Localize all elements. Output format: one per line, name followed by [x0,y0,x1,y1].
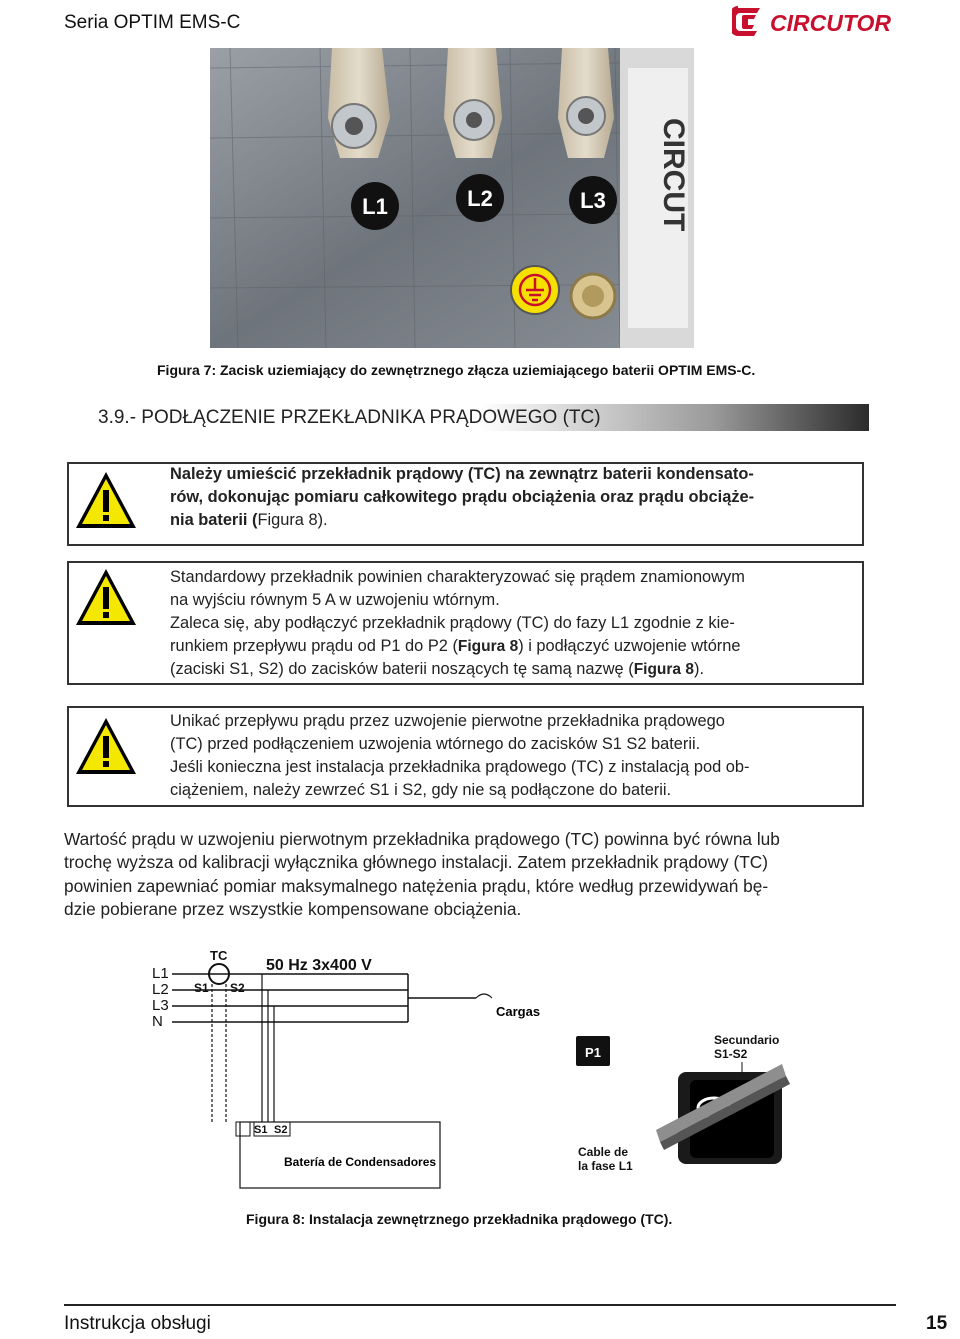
diagram-bank-s2: S2 [274,1124,288,1136]
diagram-cable-label-2: la fase L1 [578,1159,633,1173]
diagram-phase-n: N [152,1013,163,1030]
footer-manual-title: Instrukcja obsługi [64,1313,211,1334]
diagram-phase-l3: L3 [152,997,169,1014]
warning-text-3: Unikać przepływu prądu przez uzwojenie pierwotne przekładnika prądowego (TC) przed podłączeniem uzwojenia wtórnego do zacisków S1 S2 baterii. Jeśli konieczna jest instalacja przekładnika prądowego (TC) z instalacją pod ob- ciążeniem, należy zewrzeć S1 i S2, gdy nie są podłączone do baterii. [170,712,750,799]
tc-installation-diagram [146,944,846,1196]
diagram-tc-s1: S1 [194,981,209,995]
section-title: - PODŁĄCZENIE PRZEKŁADNIKA PRĄDOWEGO (TC) [129,407,601,428]
diagram-tc-label: TC [210,948,228,963]
diagram-phase-l2: L2 [152,981,169,998]
terminal-photo [210,48,694,348]
photo-label-l1: L1 [362,194,388,219]
diagram-secondary-label-2: S1-S2 [714,1047,748,1061]
diagram-cable-label-1: Cable de [578,1145,629,1159]
header-series-title: Seria OPTIM EMS-C [64,12,241,33]
diagram-supply-label: 50 Hz 3x400 V [266,957,372,974]
section-heading [98,407,601,429]
diagram-secondary-label-1: Secundario [714,1033,780,1047]
figure-7-caption: Figura 7: Zacisk uziemiający do zewnętrznego złącza uziemiającego baterii OPTIM EMS-C. [157,362,756,378]
diagram-bank-label: Batería de Condensadores [284,1155,437,1169]
body-paragraph: Wartość prądu w uzwojeniu pierwotnym przekładnika prądowego (TC) powinna być równa lub trochę wyższa od kalibracji wyłącznika głównego instalacji. Zatem przekładnik prądowy (TC) powinien zapewniać pomiar maksymalnego natężenia prądu, które według przewidywań bę- dzie pobierane przez wszystkie kompensowane obciążenia. [64,829,780,920]
page-number: 15 [926,1313,948,1334]
diagram-p1-label: P1 [585,1045,601,1060]
warning-triangle-icon [74,470,138,530]
diagram-loads-label: Cargas [496,1004,541,1019]
warning-triangle-icon [74,567,138,627]
logo-text: CIRCUTOR [770,10,891,36]
photo-label-l3: L3 [580,188,606,213]
circutor-logo [732,4,914,40]
warning-text-1: Należy umieścić przekładnik prądowy (TC) na zewnątrz baterii kondensato- rów, dokonując pomiaru całkowitego prądu obciążenia oraz prądu obciąże- nia baterii (Figura 8). [170,465,755,529]
warning-triangle-icon [74,716,138,776]
footer-divider [64,1304,896,1306]
warning-text-2: Standardowy przekładnik powinien charakteryzować się prądem znamionowym na wyjściu równym 5 A w uzwojeniu wtórnym. Zaleca się, aby podłączyć przekładnik prądowy (TC) do fazy L1 zgodnie z kie- runkiem przepływu prądu od P1 do P2 (Figura 8) i podłączyć uzwojenie wtórne (zaciski S1, S2) do zacisków baterii noszących tę samą nazwę (Figura 8). [170,568,745,678]
diagram-bank-s1: S1 [254,1124,268,1136]
figure-8-caption: Figura 8: Instalacja zewnętrznego przekładnika prądowego (TC). [246,1211,673,1227]
photo-brand-text: CIRCUT [657,118,690,232]
section-number: 3.9. [98,407,130,428]
diagram-tc-s2: S2 [230,981,245,995]
diagram-phase-l1: L1 [152,965,169,982]
photo-label-l2: L2 [467,186,493,211]
